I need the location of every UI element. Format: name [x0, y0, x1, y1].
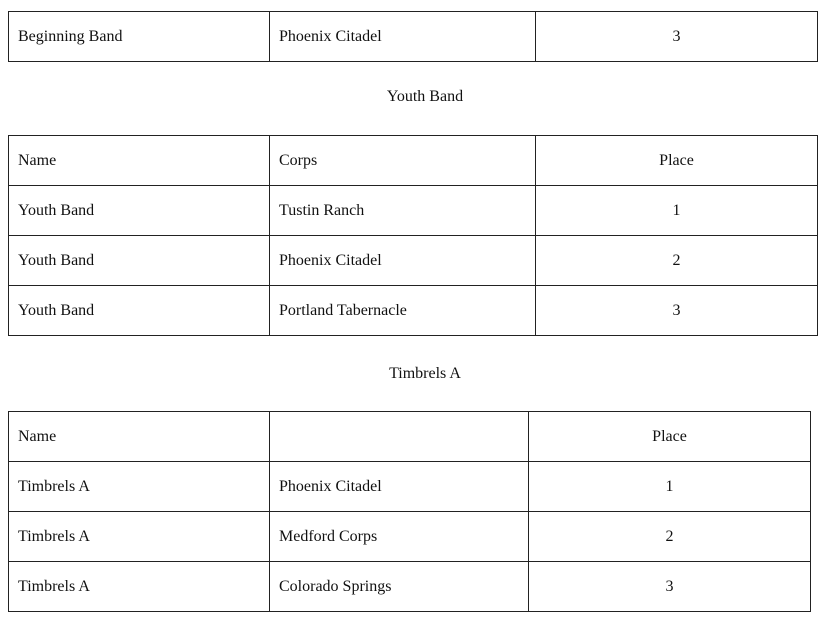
place-cell: 1 — [529, 462, 811, 512]
header-corps — [270, 412, 529, 462]
place-cell: 3 — [529, 562, 811, 612]
beginning-band-table — [8, 11, 818, 62]
table-row — [9, 512, 811, 562]
name-cell: Youth Band — [9, 236, 270, 286]
table-row — [9, 236, 818, 286]
table-row — [9, 186, 818, 236]
header-place: Place — [529, 412, 811, 462]
name-cell: Youth Band — [9, 186, 270, 236]
corps-cell: Phoenix Citadel — [270, 12, 536, 62]
table-header-row — [9, 412, 811, 462]
name-cell: Timbrels A — [9, 462, 270, 512]
corps-cell: Phoenix Citadel — [270, 462, 529, 512]
section-title-youth-band: Youth Band — [386, 88, 464, 105]
corps-cell: Tustin Ranch — [270, 186, 536, 236]
place-cell: 2 — [529, 512, 811, 562]
header-name: Name — [9, 136, 270, 186]
corps-cell: Medford Corps — [270, 512, 529, 562]
table-row — [9, 562, 811, 612]
corps-cell: Colorado Springs — [270, 562, 529, 612]
table-row — [9, 286, 818, 336]
name-cell: Beginning Band — [9, 12, 270, 62]
section-title-timbrels-a: Timbrels A — [389, 365, 461, 382]
place-cell: 1 — [536, 186, 818, 236]
youth-band-table — [8, 135, 818, 336]
place-cell: 2 — [536, 236, 818, 286]
corps-cell: Portland Tabernacle — [270, 286, 536, 336]
header-name: Name — [9, 412, 270, 462]
header-place: Place — [536, 136, 818, 186]
place-cell: 3 — [536, 12, 818, 62]
timbrels-a-table — [8, 411, 811, 612]
table-row — [9, 12, 818, 62]
header-corps: Corps — [270, 136, 536, 186]
name-cell: Timbrels A — [9, 512, 270, 562]
table-header-row — [9, 136, 818, 186]
name-cell: Youth Band — [9, 286, 270, 336]
corps-cell: Phoenix Citadel — [270, 236, 536, 286]
table-row — [9, 462, 811, 512]
place-cell: 3 — [536, 286, 818, 336]
name-cell: Timbrels A — [9, 562, 270, 612]
